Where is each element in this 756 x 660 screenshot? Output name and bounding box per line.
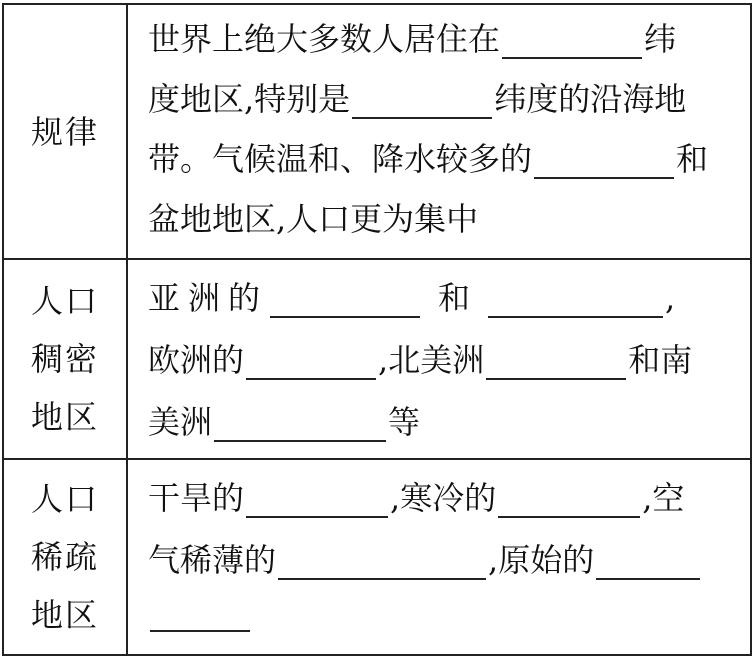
row-content — [128, 260, 750, 458]
answer-blank[interactable] — [596, 548, 700, 580]
text-segment: 气稀薄的 — [148, 541, 277, 579]
text-segment: 度地区,特别是 — [148, 80, 351, 118]
heading-text — [31, 272, 99, 446]
answer-blank[interactable] — [352, 87, 492, 119]
row-heading — [4, 260, 128, 458]
text-segment: 和南 — [628, 341, 693, 379]
text-line — [148, 600, 740, 632]
text-line — [148, 478, 740, 518]
heading-line: 人口 — [30, 480, 99, 518]
row-heading — [4, 460, 128, 654]
heading-line: 地区 — [30, 596, 99, 634]
row-content — [128, 5, 750, 258]
text-segment: 纬度的沿海地 — [494, 80, 687, 118]
text-segment: ,寒冷的 — [390, 479, 497, 517]
text-segment: 等 — [388, 403, 421, 441]
heading-text: 规律 — [30, 112, 99, 151]
text-line — [148, 79, 740, 119]
text-line — [148, 402, 740, 442]
answer-blank[interactable] — [486, 348, 626, 380]
answer-blank[interactable] — [214, 410, 386, 442]
answer-blank[interactable] — [488, 286, 663, 318]
heading-line: 地区 — [30, 398, 99, 436]
answer-blank[interactable] — [150, 600, 250, 632]
text-segment: 美洲 — [148, 403, 213, 441]
heading-line: 稀疏 — [30, 538, 99, 576]
heading-line: 稠密 — [30, 340, 99, 378]
text-line — [148, 139, 740, 179]
text-line — [148, 19, 740, 59]
text-line — [148, 278, 740, 318]
text-line — [148, 340, 740, 380]
table-row-sparse — [4, 460, 750, 654]
answer-blank[interactable] — [498, 486, 640, 518]
text-segment: ,原始的 — [488, 541, 595, 579]
answer-blank[interactable] — [270, 286, 420, 318]
text-segment: ,空 — [642, 479, 685, 517]
text-line — [148, 540, 740, 580]
row-heading — [4, 5, 128, 258]
text-segment: 盆地地区,人口更为集中 — [148, 200, 479, 238]
heading-line: 人口 — [30, 282, 99, 320]
row-content — [128, 460, 750, 654]
text-segment: 和 — [676, 140, 709, 178]
answer-blank[interactable] — [246, 486, 388, 518]
text-line — [148, 199, 740, 239]
answer-blank[interactable] — [534, 147, 674, 179]
heading-text — [31, 470, 99, 644]
table-row-dense — [4, 260, 750, 460]
text-segment: 欧洲的 — [148, 341, 245, 379]
text-segment: ,北美洲 — [378, 341, 485, 379]
text-segment: 干旱的 — [148, 479, 245, 517]
text-segment: 和 — [438, 279, 471, 317]
text-segment: 纬 — [644, 20, 677, 58]
text-segment: 世界上绝大多数人居住在 — [148, 20, 501, 58]
text-segment: 亚洲的 — [148, 279, 269, 317]
table-row-pattern — [4, 5, 750, 260]
answer-blank[interactable] — [246, 348, 376, 380]
answer-blank[interactable] — [502, 27, 642, 59]
fill-in-table — [2, 3, 752, 656]
text-segment: , — [665, 279, 676, 317]
text-segment: 带。气候温和、降水较多的 — [148, 140, 533, 178]
answer-blank[interactable] — [278, 548, 486, 580]
